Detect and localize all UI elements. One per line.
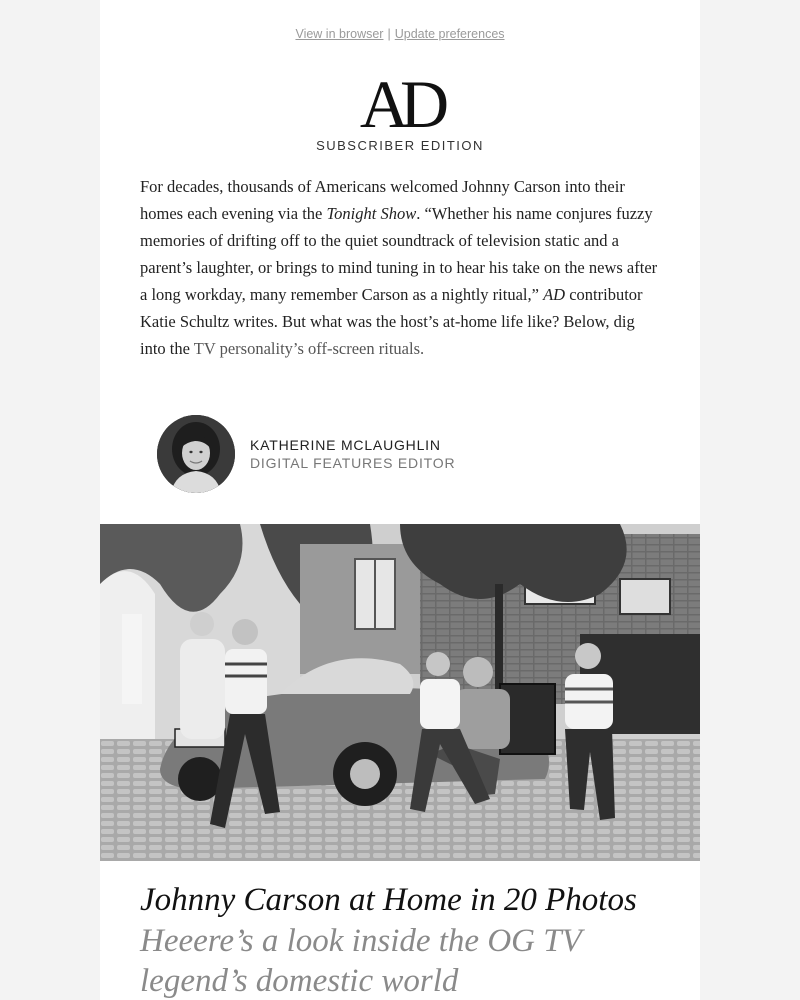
hero-photo-illustration [100, 524, 700, 861]
avatar-portrait [157, 415, 235, 493]
ad-logo[interactable]: AD [359, 66, 441, 142]
view-in-browser-link[interactable]: View in browser [295, 27, 384, 41]
intro-show-title: Tonight Show [326, 204, 417, 223]
hero-photo[interactable] [100, 524, 700, 861]
avatar [157, 415, 235, 493]
topbar-separator: | [387, 27, 391, 41]
intro-paragraph [140, 173, 660, 362]
author-name: KATHERINE MCLAUGHLIN [250, 437, 441, 453]
author-role: DIGITAL FEATURES EDITOR [250, 455, 456, 471]
author-block [157, 415, 637, 495]
article-headline[interactable]: Johnny Carson at Home in 20 Photos [140, 882, 637, 918]
intro-ad-mention: AD [543, 285, 566, 304]
email-body [100, 0, 700, 1000]
article-link[interactable]: TV personality’s off-screen rituals. [193, 339, 425, 358]
email-topbar [100, 27, 700, 41]
article-dek: Heeere’s a look inside the OG TV legend’s domestic world [140, 923, 582, 999]
intro-text-2: . “Whether his name conjures fuzzy memories of drifting off to the quiet soundtrack of television static and a parent’s laughter, or brings to mind tuning in to hear his take on the news after a long workday, many remember Carson as a nightly ritual,” [140, 204, 658, 304]
intro-text-3: contributor Katie Schultz writes. But what was the host’s at-home life like? Below, dig into the [140, 285, 643, 358]
intro-text-1: For decades, thousands of Americans welcomed Johnny Carson into their homes each evening via the [140, 177, 625, 223]
update-preferences-link[interactable]: Update preferences [394, 27, 505, 41]
subscriber-edition-label: SUBSCRIBER EDITION [316, 138, 484, 153]
